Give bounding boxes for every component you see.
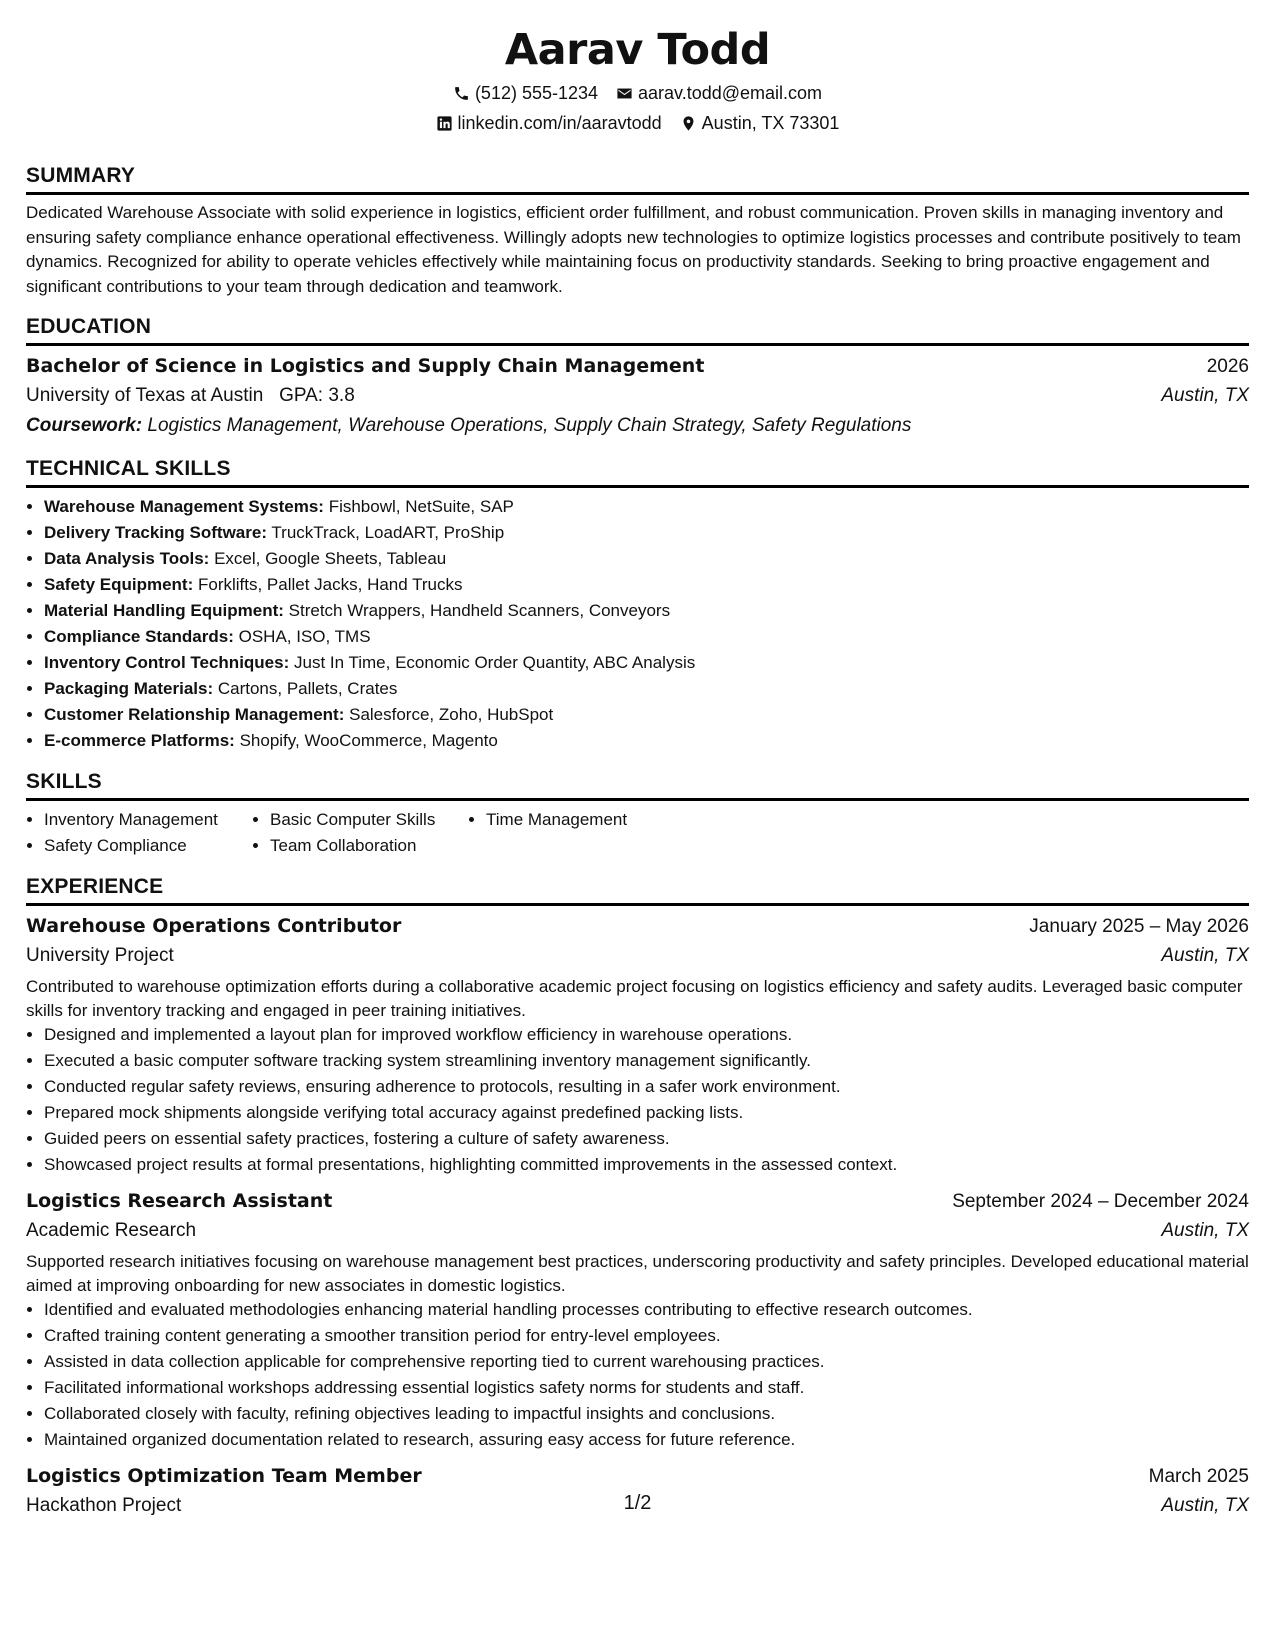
skill-value: Fishbowl, NetSuite, SAP: [328, 497, 514, 516]
section-title-experience: EXPERIENCE: [26, 875, 164, 898]
job-description: Contributed to warehouse optimization efforts during a collaborative academic project focusing on logistics efficiency and safety audits. Leveraged basic computer skills for inventory tracking and engaged in peer training initiatives.: [26, 977, 1243, 1020]
list-item: [44, 676, 1249, 702]
skill-value: Forklifts, Pallet Jacks, Hand Trucks: [197, 575, 463, 594]
resume-content: [26, 162, 1249, 1535]
list-item: • Conducted regular safety reviews, ensuring adherence to protocols, resulting in a safer work environment.: [44, 1074, 1249, 1100]
list-item: [44, 728, 1249, 754]
phone-contact: [453, 78, 598, 108]
job-organization: University Project: [26, 945, 174, 966]
list-item: [44, 624, 1249, 650]
list-item: • Guided peers on essential safety practices, fostering a culture of safety awareness.: [44, 1126, 1249, 1152]
coursework-list: Logistics Management, Warehouse Operations, Supply Chain Strategy, Safety Regulations: [147, 415, 912, 436]
list-item: [44, 572, 1249, 598]
email-text[interactable]: aarav.todd@email.com: [638, 83, 823, 103]
job-title-row: [26, 1462, 1249, 1491]
location-contact: [680, 108, 840, 138]
list-item: [44, 494, 1249, 520]
job-org-row: [26, 941, 1249, 971]
section-divider: [26, 343, 1249, 346]
skill-label: Data Analysis Tools:: [44, 549, 210, 568]
list-item: Team Collaboration: [270, 836, 417, 855]
job-title: Warehouse Operations Contributor: [26, 915, 402, 937]
section-divider: [26, 798, 1249, 801]
skill-value: OSHA, ISO, TMS: [238, 627, 371, 646]
job-location: Austin, TX: [1161, 945, 1249, 966]
skill-label: Customer Relationship Management:: [44, 705, 345, 724]
list-item: [44, 520, 1249, 546]
linkedin-icon: [436, 115, 453, 132]
skill-label: Safety Equipment:: [44, 575, 194, 594]
job-title: Logistics Optimization Team Member: [26, 1465, 422, 1487]
technical-skills-list: [26, 494, 1249, 754]
list-item: • Designed and implemented a layout plan for improved workflow efficiency in warehouse operations.: [44, 1022, 1249, 1048]
skills-section: [26, 768, 1249, 859]
skill-label: Compliance Standards:: [44, 627, 234, 646]
list-item: • Showcased project results at formal presentations, highlighting committed improvements in the assessed context.: [44, 1152, 1249, 1178]
section-title-skills: SKILLS: [26, 770, 102, 793]
linkedin-text[interactable]: linkedin.com/in/aaravtodd: [457, 113, 662, 133]
education-row-degree: [26, 352, 1249, 381]
skill-label: E-commerce Platforms:: [44, 731, 235, 750]
resume-header: [0, 0, 1275, 138]
phone-text: (512) 555-1234: [474, 83, 599, 103]
list-item: [44, 650, 1249, 676]
skill-value: Cartons, Pallets, Crates: [217, 679, 398, 698]
graduation-year: 2026: [1206, 356, 1249, 377]
skill-label: Warehouse Management Systems:: [44, 497, 324, 516]
school-gpa: University of Texas at Austin GPA: 3.8: [26, 385, 355, 406]
list-item: [44, 546, 1249, 572]
contact-line-1: [0, 78, 1275, 108]
job-dates: January 2025 – May 2026: [1029, 916, 1249, 937]
list-item: • Identified and evaluated methodologies enhancing material handling processes contributing to effective research outcomes.: [44, 1297, 1249, 1323]
skill-value: Stretch Wrappers, Handheld Scanners, Conveyors: [288, 601, 671, 620]
list-item: • Maintained organized documentation related to research, assuring easy access for future reference.: [44, 1427, 1249, 1453]
education-section: [26, 313, 1249, 441]
experience-entry: [26, 912, 1249, 1178]
section-divider: [26, 903, 1249, 906]
list-item: Safety Compliance: [44, 836, 187, 855]
list-item: • Collaborated closely with faculty, refining objectives leading to impactful insights and conclusions.: [44, 1401, 1249, 1427]
list-item: • Prepared mock shipments alongside verifying total accuracy against predefined packing lists.: [44, 1100, 1249, 1126]
list-item: Inventory Management: [44, 810, 218, 829]
page-number: 1/2: [623, 1492, 652, 1514]
envelope-icon: [616, 85, 633, 102]
job-location: Austin, TX: [1161, 1220, 1249, 1241]
skill-value: TruckTrack, LoadART, ProShip: [271, 523, 505, 542]
list-item: • Facilitated informational workshops addressing essential logistics safety norms for students and staff.: [44, 1375, 1249, 1401]
job-dates: March 2025: [1148, 1466, 1249, 1487]
section-divider: [26, 192, 1249, 195]
job-organization: Academic Research: [26, 1220, 197, 1241]
skill-value: Just In Time, Economic Order Quantity, ABC Analysis: [294, 653, 696, 672]
section-title-summary: SUMMARY: [26, 164, 136, 187]
skill-label: Inventory Control Techniques:: [44, 653, 290, 672]
job-bullets: [26, 1297, 1249, 1453]
summary-section: [26, 162, 1249, 299]
experience-entry: [26, 1187, 1249, 1453]
skill-label: Delivery Tracking Software:: [44, 523, 267, 542]
job-dates: September 2024 – December 2024: [952, 1191, 1249, 1212]
skill-label: Packaging Materials:: [44, 679, 214, 698]
list-item: Time Management: [486, 810, 628, 829]
skill-label: Material Handling Equipment:: [44, 601, 284, 620]
skill-value: Shopify, WooCommerce, Magento: [239, 731, 498, 750]
job-organization: Hackathon Project: [26, 1495, 182, 1516]
list-item: • Assisted in data collection applicable for comprehensive reporting tied to current warehousing practices.: [44, 1349, 1249, 1375]
coursework-label: Coursework:: [26, 415, 143, 436]
job-bullets: [26, 1022, 1249, 1178]
candidate-name: Aarav Todd: [504, 25, 771, 75]
job-org-row: [26, 1216, 1249, 1246]
education-row-school: [26, 381, 1249, 411]
skill-value: Salesforce, Zoho, HubSpot: [349, 705, 554, 724]
skill-value: Excel, Google Sheets, Tableau: [214, 549, 447, 568]
job-description: Supported research initiatives focusing on warehouse management best practices, underscoring productivity and safety principles. Developed educational material aimed at improving onboarding for new associates in domestic logistics.: [26, 1252, 1249, 1295]
skills-grid: [26, 807, 1249, 859]
coursework-line: [26, 411, 1249, 441]
section-title-technical-skills: TECHNICAL SKILLS: [26, 457, 231, 480]
map-pin-icon: [680, 115, 697, 132]
job-title: Logistics Research Assistant: [26, 1190, 333, 1212]
list-item: [44, 702, 1249, 728]
linkedin-contact[interactable]: [436, 108, 662, 138]
technical-skills-section: [26, 455, 1249, 754]
email-contact[interactable]: [616, 78, 822, 108]
experience-section: [26, 873, 1249, 1521]
education-location: Austin, TX: [1161, 385, 1249, 406]
list-item: [44, 598, 1249, 624]
job-title-row: [26, 1187, 1249, 1216]
job-title-row: [26, 912, 1249, 941]
location-text: Austin, TX 73301: [701, 113, 840, 133]
list-item: • Executed a basic computer software tracking system streamlining inventory management significantly.: [44, 1048, 1249, 1074]
job-location: Austin, TX: [1161, 1495, 1249, 1516]
contact-line-2: [0, 108, 1275, 138]
degree-title: Bachelor of Science in Logistics and Supply Chain Management: [26, 355, 705, 377]
summary-text: Dedicated Warehouse Associate with solid experience in logistics, efficient order fulfillment, and robust communication. Proven skills in managing inventory and ensuring safety compliance enhance operational effectiveness. Willingly adopts new technologies to optimize logistics processes and contribute positively to team dynamics. Recognized for ability to operate vehicles effectively while maintaining focus on productivity standards. Seeking to bring proactive engagement and significant contributions to your team through dedication and teamwork.: [26, 203, 1241, 296]
list-item: • Crafted training content generating a smoother transition period for entry-level employees.: [44, 1323, 1249, 1349]
section-title-education: EDUCATION: [26, 315, 152, 338]
phone-icon: [453, 85, 470, 102]
list-item: Basic Computer Skills: [270, 810, 436, 829]
section-divider: [26, 485, 1249, 488]
